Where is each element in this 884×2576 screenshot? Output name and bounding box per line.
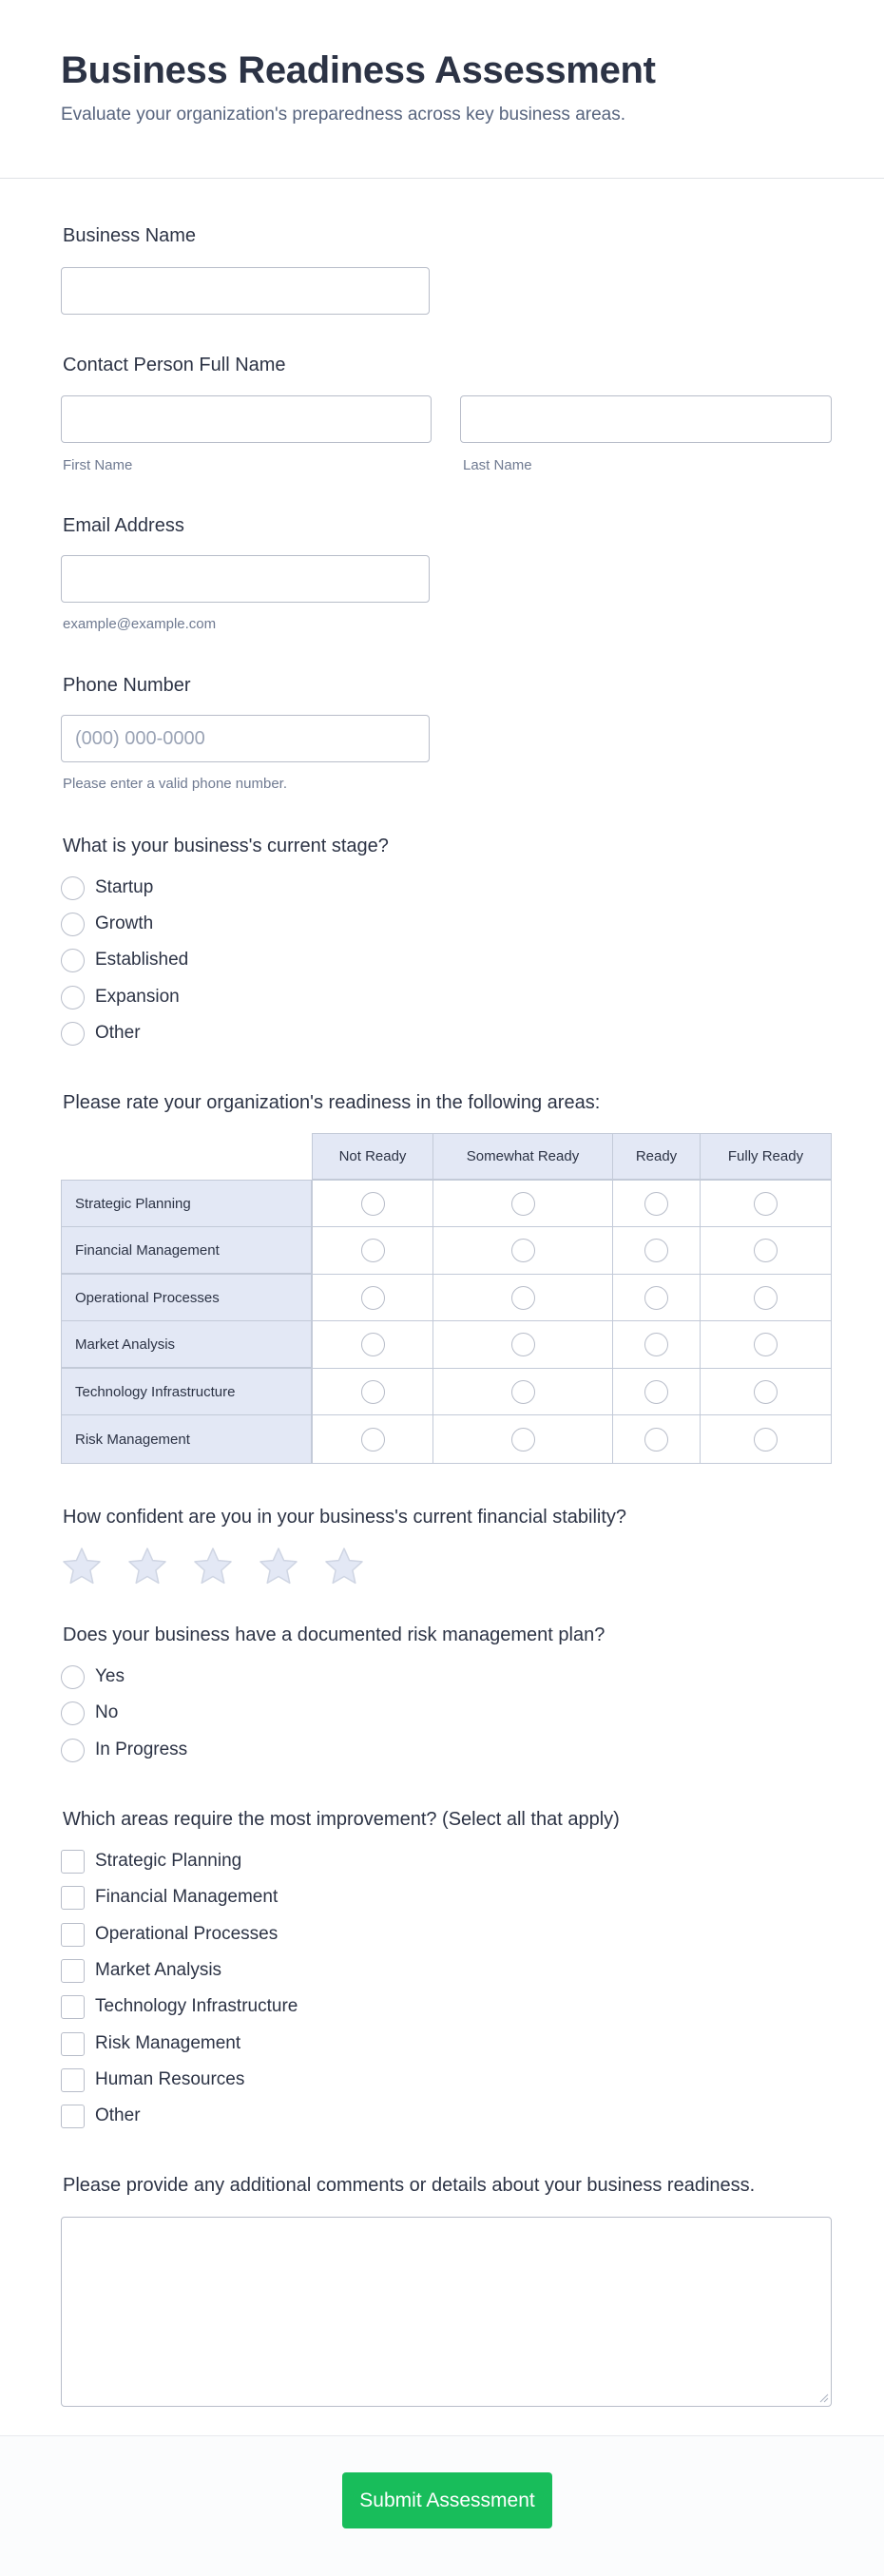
checkbox[interactable] [61,1923,85,1947]
matrix-radio-button[interactable] [754,1333,778,1356]
option-label: Strategic Planning [95,1851,242,1871]
radio-button[interactable] [61,1022,85,1046]
matrix-cell[interactable] [700,1414,832,1464]
star-icon[interactable] [323,1546,365,1587]
option-label: Expansion [95,987,180,1007]
option-label: Operational Processes [95,1924,279,1944]
risk-plan-option[interactable] [61,1663,125,1690]
improvement-option[interactable] [61,1921,278,1948]
star-icon[interactable] [126,1546,168,1587]
submit-button[interactable]: Submit Assessment [342,2472,552,2528]
improvement-option[interactable] [61,2067,244,2093]
last-name-sublabel: Last Name [463,457,532,473]
stage-option[interactable] [61,1020,141,1047]
email-label: Email Address [63,515,184,536]
matrix-radio-button[interactable] [361,1333,385,1356]
matrix-radio-button[interactable] [644,1239,668,1262]
matrix-radio-button[interactable] [644,1286,668,1310]
page-subtitle: Evaluate your organization's preparedness across key business areas. [61,105,626,125]
matrix-radio-button[interactable] [361,1286,385,1310]
matrix-column-header: Not Ready [312,1133,433,1180]
matrix-cell[interactable] [312,1414,433,1464]
matrix-row-label: Technology Infrastructure [61,1368,312,1415]
radio-button[interactable] [61,876,85,900]
business-name-input[interactable] [61,267,430,315]
matrix-cell[interactable] [432,1180,613,1227]
stage-option[interactable] [61,947,188,973]
improvement-option[interactable] [61,2103,141,2129]
matrix-radio-button[interactable] [361,1428,385,1451]
option-label: Other [95,1023,141,1043]
comments-textarea[interactable] [61,2217,832,2407]
checkbox[interactable] [61,1886,85,1910]
phone-sublabel: Please enter a valid phone number. [63,776,287,792]
matrix-cell[interactable] [312,1320,433,1369]
checkbox[interactable] [61,1850,85,1874]
first-name-sublabel: First Name [63,457,133,473]
option-label: Market Analysis [95,1960,222,1980]
matrix-radio-button[interactable] [361,1239,385,1262]
radio-button[interactable] [61,1739,85,1762]
email-input[interactable] [61,555,430,603]
matrix-radio-button[interactable] [644,1333,668,1356]
matrix-column-header: Fully Ready [700,1133,832,1180]
matrix-radio-button[interactable] [754,1286,778,1310]
star-icon[interactable] [258,1546,299,1587]
option-label: Human Resources [95,2069,245,2089]
matrix-cell[interactable] [700,1180,832,1227]
stage-option[interactable] [61,875,153,901]
matrix-row-label: Financial Management [61,1226,312,1274]
matrix-cell[interactable] [700,1274,832,1321]
matrix-row-label: Risk Management [61,1414,312,1464]
business-name-label: Business Name [63,225,197,246]
readiness-matrix [61,1133,832,1464]
matrix-radio-button[interactable] [511,1333,535,1356]
confidence-label: How confident are you in your business's current financial stability? [63,1507,627,1528]
option-label: No [95,1702,119,1722]
matrix-cell[interactable] [612,1320,701,1369]
stage-option[interactable] [61,911,153,937]
matrix-cell[interactable] [432,1226,613,1275]
matrix-column-header: Somewhat Ready [432,1133,613,1180]
option-label: Financial Management [95,1887,279,1907]
star-icon[interactable] [192,1546,234,1587]
matrix-radio-button[interactable] [644,1192,668,1216]
matrix-cell[interactable] [312,1274,433,1321]
option-label: Yes [95,1666,125,1686]
matrix-cell[interactable] [612,1414,701,1464]
matrix-radio-button[interactable] [754,1428,778,1451]
star-icon[interactable] [61,1546,103,1587]
radio-button[interactable] [61,949,85,972]
improvement-option[interactable] [61,1848,241,1874]
page-title: Business Readiness Assessment [61,49,656,91]
matrix-radio-button[interactable] [754,1192,778,1216]
improvement-option[interactable] [61,1884,278,1911]
matrix-radio-button[interactable] [644,1428,668,1451]
matrix-label: Please rate your organization's readiness in the following areas: [63,1092,601,1113]
email-sublabel: example@example.com [63,616,217,632]
matrix-cell[interactable] [612,1368,701,1415]
checkbox[interactable] [61,2068,85,2092]
radio-button[interactable] [61,1665,85,1689]
matrix-radio-button[interactable] [511,1192,535,1216]
contact-name-label: Contact Person Full Name [63,355,286,375]
option-label: In Progress [95,1740,188,1759]
matrix-cell[interactable] [612,1274,701,1321]
matrix-cell[interactable] [700,1320,832,1369]
matrix-cell[interactable] [312,1226,433,1275]
checkbox[interactable] [61,1995,85,2019]
improvement-option[interactable] [61,2030,240,2057]
matrix-cell[interactable] [432,1368,613,1415]
last-name-input[interactable] [460,395,832,443]
checkbox[interactable] [61,2105,85,2128]
improvement-option[interactable] [61,1957,221,1984]
improvement-option[interactable] [61,1993,298,2020]
radio-button[interactable] [61,913,85,936]
matrix-cell[interactable] [432,1414,613,1464]
checkbox[interactable] [61,2032,85,2056]
matrix-cell[interactable] [312,1180,433,1227]
matrix-row-label: Operational Processes [61,1274,312,1321]
matrix-radio-button[interactable] [644,1380,668,1404]
star-rating[interactable] [61,1546,389,1587]
matrix-row-label: Market Analysis [61,1320,312,1368]
matrix-radio-button[interactable] [511,1239,535,1262]
radio-button[interactable] [61,986,85,1009]
risk-plan-label: Does your business have a documented risk management plan? [63,1624,605,1645]
matrix-cell[interactable] [700,1368,832,1415]
option-label: Other [95,2105,141,2125]
phone-input[interactable] [61,715,430,762]
matrix-radio-button[interactable] [754,1380,778,1404]
matrix-column-header: Ready [612,1133,701,1180]
form-header [0,0,884,179]
risk-plan-option[interactable] [61,1700,118,1726]
matrix-cell[interactable] [612,1180,701,1227]
comments-label: Please provide any additional comments or details about your business readiness. [63,2175,756,2196]
option-label: Risk Management [95,2033,241,2053]
phone-label: Phone Number [63,675,191,696]
matrix-cell[interactable] [612,1226,701,1275]
checkbox[interactable] [61,1959,85,1983]
matrix-radio-button[interactable] [361,1192,385,1216]
matrix-radio-button[interactable] [511,1286,535,1310]
option-label: Established [95,950,189,970]
matrix-radio-button[interactable] [511,1428,535,1451]
risk-plan-option[interactable] [61,1737,187,1763]
matrix-cell[interactable] [700,1226,832,1275]
stage-label: What is your business's current stage? [63,836,389,856]
matrix-cell[interactable] [312,1368,433,1415]
matrix-radio-button[interactable] [361,1380,385,1404]
option-label: Technology Infrastructure [95,1996,298,2016]
improvement-label: Which areas require the most improvement? (Select all that apply) [63,1809,620,1830]
matrix-radio-button[interactable] [754,1239,778,1262]
radio-button[interactable] [61,1701,85,1725]
stage-option[interactable] [61,984,180,1010]
matrix-radio-button[interactable] [511,1380,535,1404]
option-label: Growth [95,913,154,933]
first-name-input[interactable] [61,395,432,443]
resize-grip-icon[interactable] [817,2392,829,2403]
matrix-cell[interactable] [432,1320,613,1369]
matrix-row-label: Strategic Planning [61,1180,312,1227]
option-label: Startup [95,877,154,897]
matrix-cell[interactable] [432,1274,613,1321]
